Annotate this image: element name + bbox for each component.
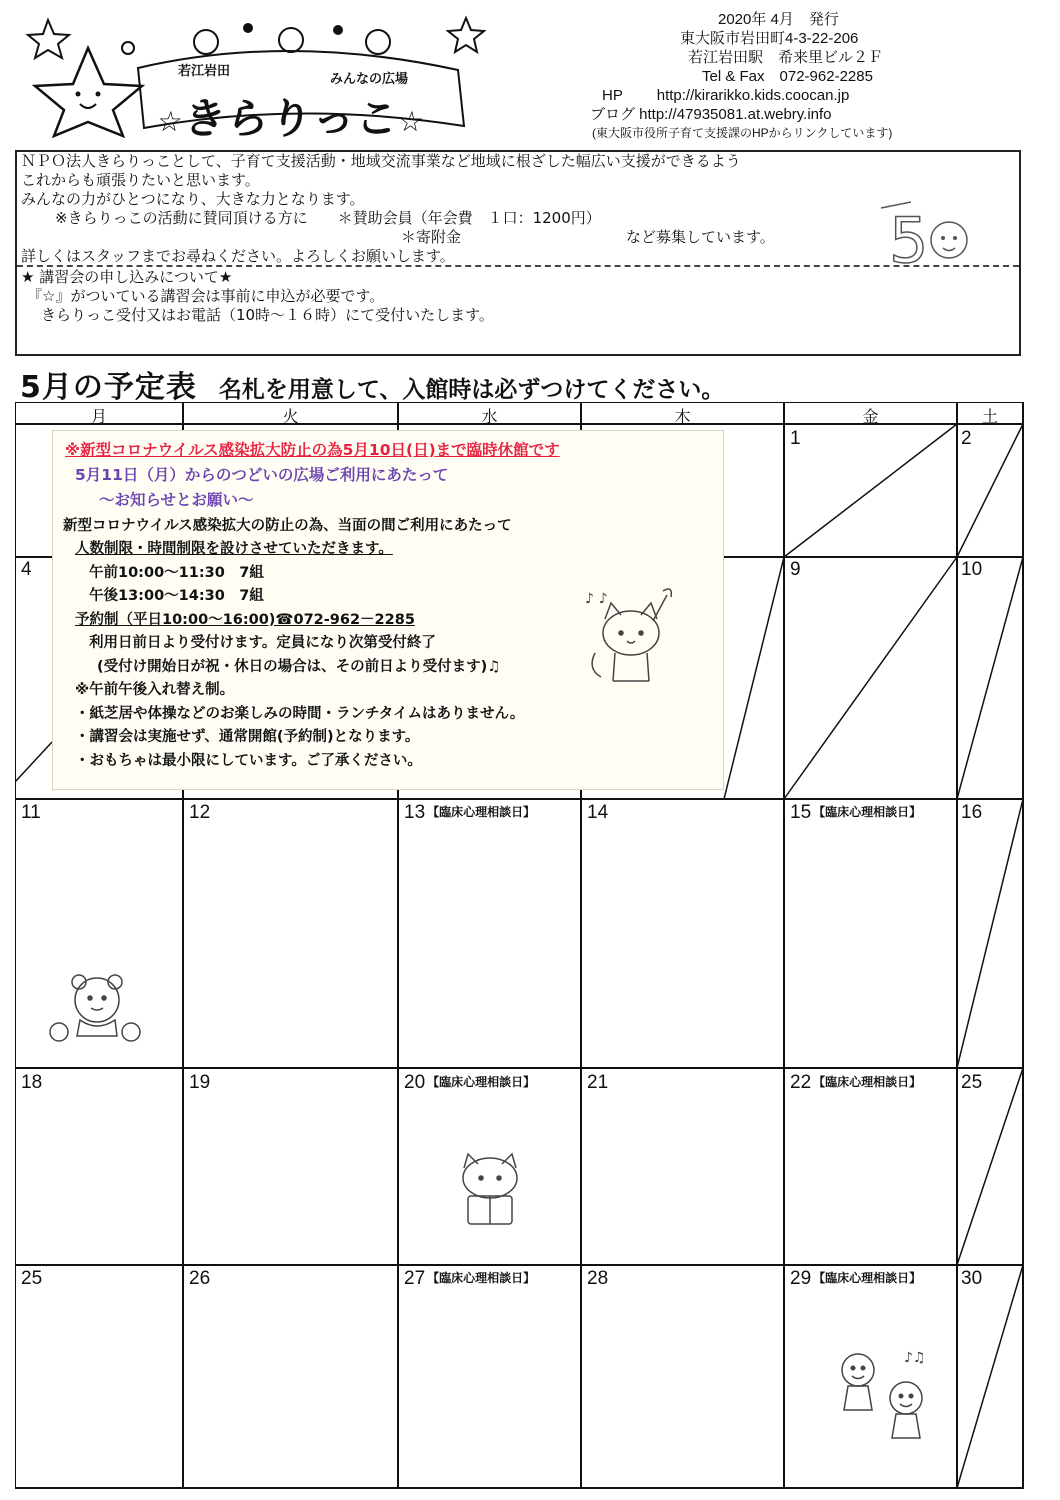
cat-with-flower-illustration: [583, 581, 678, 691]
notice-line: ＊寄附金 など募集しています。: [401, 228, 775, 246]
consult-day-tag: 【臨床心理相談日】: [427, 1271, 536, 1285]
weekday-wednesday: 水: [481, 407, 498, 426]
reservation-note: 利用日前日より受付けます。定員になり次第受付終了: [89, 635, 436, 651]
consult-day-tag: 【臨床心理相談日】: [813, 1271, 922, 1285]
day-number: 2: [961, 428, 972, 449]
reservation-note: (受付け開始日が祝・休日の場合は、その前日より受付ます)♫: [97, 659, 501, 675]
day-number: 29: [790, 1268, 812, 1289]
day-number: 21: [587, 1072, 609, 1093]
morning-slot: 午前10:00～11:30 7組: [89, 565, 264, 581]
schedule-heading: [20, 362, 724, 406]
star-icon: ☆: [155, 105, 186, 138]
homepage-url: HP http://kirarikko.kids.coocan.jp: [602, 87, 850, 104]
lecture-line: 『☆』がついている講習会は事前に申込が必要です。: [27, 287, 385, 305]
covid-announcement: [52, 430, 724, 790]
logo-subtitle-plaza: みんなの広場: [330, 72, 409, 87]
lecture-line: きらりっこ受付又はお電話（10時～１６時）にて受付いたします。: [41, 306, 494, 324]
day-number: 28: [587, 1268, 609, 1289]
logo-name: [155, 86, 429, 146]
day-number: 30: [961, 1268, 983, 1289]
blog-url: ブログ http://47935081.at.webry.info: [590, 106, 832, 123]
day-number: 26: [189, 1268, 211, 1289]
day-cell-consult: [404, 1268, 535, 1290]
day-number: 14: [587, 802, 609, 823]
bullet-line: ・紙芝居や体操などのお楽しみの時間・ランチタイムはありません。: [75, 706, 525, 722]
day-number: 1: [790, 428, 801, 449]
link-note: (東大阪市役所子育て支援課のHPからリンクしています): [592, 126, 893, 140]
day-number: 10: [961, 559, 983, 580]
day-number: 13: [404, 802, 426, 823]
notice-line: 詳しくはスタッフまでお尋ねください。よろしくお願いします。: [21, 247, 455, 265]
day-number: 20: [404, 1072, 426, 1093]
lecture-notice: [21, 268, 494, 325]
kirarikko-logo: [18, 8, 488, 143]
day-number: 22: [790, 1072, 812, 1093]
day-number: 19: [189, 1072, 211, 1093]
bullet-line: ・講習会は実施せず、通常開館(予約制)となります。: [75, 729, 420, 745]
afternoon-slot: 午後13:00～14:30 7組: [89, 588, 264, 604]
intro-line: 新型コロナウイルス感染拡大の防止の為、当面の間ご利用にあたって: [63, 518, 512, 534]
fifth-anniversary-illustration: [881, 192, 991, 272]
contact-info: [570, 10, 1040, 143]
day-number: 4: [21, 559, 32, 580]
day-number: 25: [21, 1268, 43, 1289]
day-number: 16: [961, 802, 983, 823]
day-cell-consult: [790, 1268, 921, 1290]
support-notice: [21, 152, 775, 266]
weekday-friday: 金: [862, 407, 879, 426]
request-heading: ～お知らせとお願い～: [99, 491, 254, 509]
notice-divider: [17, 265, 1019, 267]
issue-date: 2020年 4月 発行: [718, 11, 839, 28]
day-cell-consult: [404, 802, 535, 824]
weekday-saturday: 土: [981, 407, 998, 426]
address: 東大阪市岩田町4-3-22-206: [680, 30, 859, 47]
consult-day-tag: 【臨床心理相談日】: [427, 1075, 536, 1089]
logo-name-text: きらりっこ: [181, 94, 402, 143]
reservation-line: 予約制（平日10:00～16:00)☎072-962－2285: [75, 612, 415, 628]
notice-line: ※きらりっこの活動に賛同頂ける方に ＊賛助会員（年会費 １口：1200円）: [55, 209, 601, 227]
reopen-heading: 5月11日（月）からのつどいの広場ご利用にあたって: [75, 466, 449, 484]
tel-fax: Tel & Fax 072-962-2285: [702, 68, 873, 85]
day-number: 18: [21, 1072, 43, 1093]
limits-line: 人数制限・時間制限を設けさせていただきます。: [75, 541, 393, 557]
cat-reading-illustration: [450, 1150, 530, 1230]
day-cell-consult: [404, 1072, 535, 1094]
day-number: 15: [790, 802, 812, 823]
day-number: 27: [404, 1268, 426, 1289]
bullet-line: ・おもちゃは最小限にしています。ご了承ください。: [75, 753, 422, 769]
notice-line: みんなの力がひとつになり、大きな力となります。: [21, 190, 365, 208]
weekday-thursday: 木: [674, 407, 691, 426]
schedule-title: 5月の予定表: [20, 370, 197, 405]
day-number: 11: [21, 802, 41, 823]
schedule-subtitle: 名札を用意して、入館時は必ずつけてください。: [218, 377, 725, 403]
weekday-tuesday: 火: [282, 407, 299, 426]
svg-text:5: 5: [889, 204, 929, 272]
day-number: 25: [961, 1072, 983, 1093]
notice-line: これからも頑張りたいと思います。: [21, 171, 260, 189]
star-icon: ☆: [396, 105, 427, 138]
lecture-title: ★ 講習会の申し込みについて★: [21, 268, 233, 286]
day-cell-consult: [790, 1072, 921, 1094]
consult-day-tag: 【臨床心理相談日】: [427, 805, 536, 819]
day-number: 12: [189, 802, 211, 823]
swap-line: ※午前午後入れ替え制。: [75, 682, 235, 698]
station: 若江岩田駅 希来里ビル２Ｆ: [688, 49, 884, 66]
notice-line: ＮＰＯ法人きらりっことして、子育て支援活動・地域交流事業など地域に根ざした幅広い支援ができるよう: [21, 152, 741, 170]
closure-notice: ※新型コロナウイルス感染拡大防止の為5月10日(日)まで臨時休館です: [65, 441, 560, 459]
day-number: 9: [790, 559, 801, 580]
day-cell-consult: [790, 802, 921, 824]
svg-text:♪♫: ♪♫: [904, 1350, 926, 1366]
notice-box: [15, 150, 1021, 356]
svg-text:♪ ♪: ♪ ♪: [585, 591, 608, 607]
bear-family-illustration: [45, 970, 145, 1050]
consult-day-tag: 【臨床心理相談日】: [813, 1075, 922, 1089]
consult-day-tag: 【臨床心理相談日】: [813, 805, 922, 819]
logo-subtitle-area: 若江岩田: [178, 64, 231, 79]
children-dancing-illustration: [828, 1340, 938, 1450]
weekday-monday: 月: [90, 407, 107, 426]
